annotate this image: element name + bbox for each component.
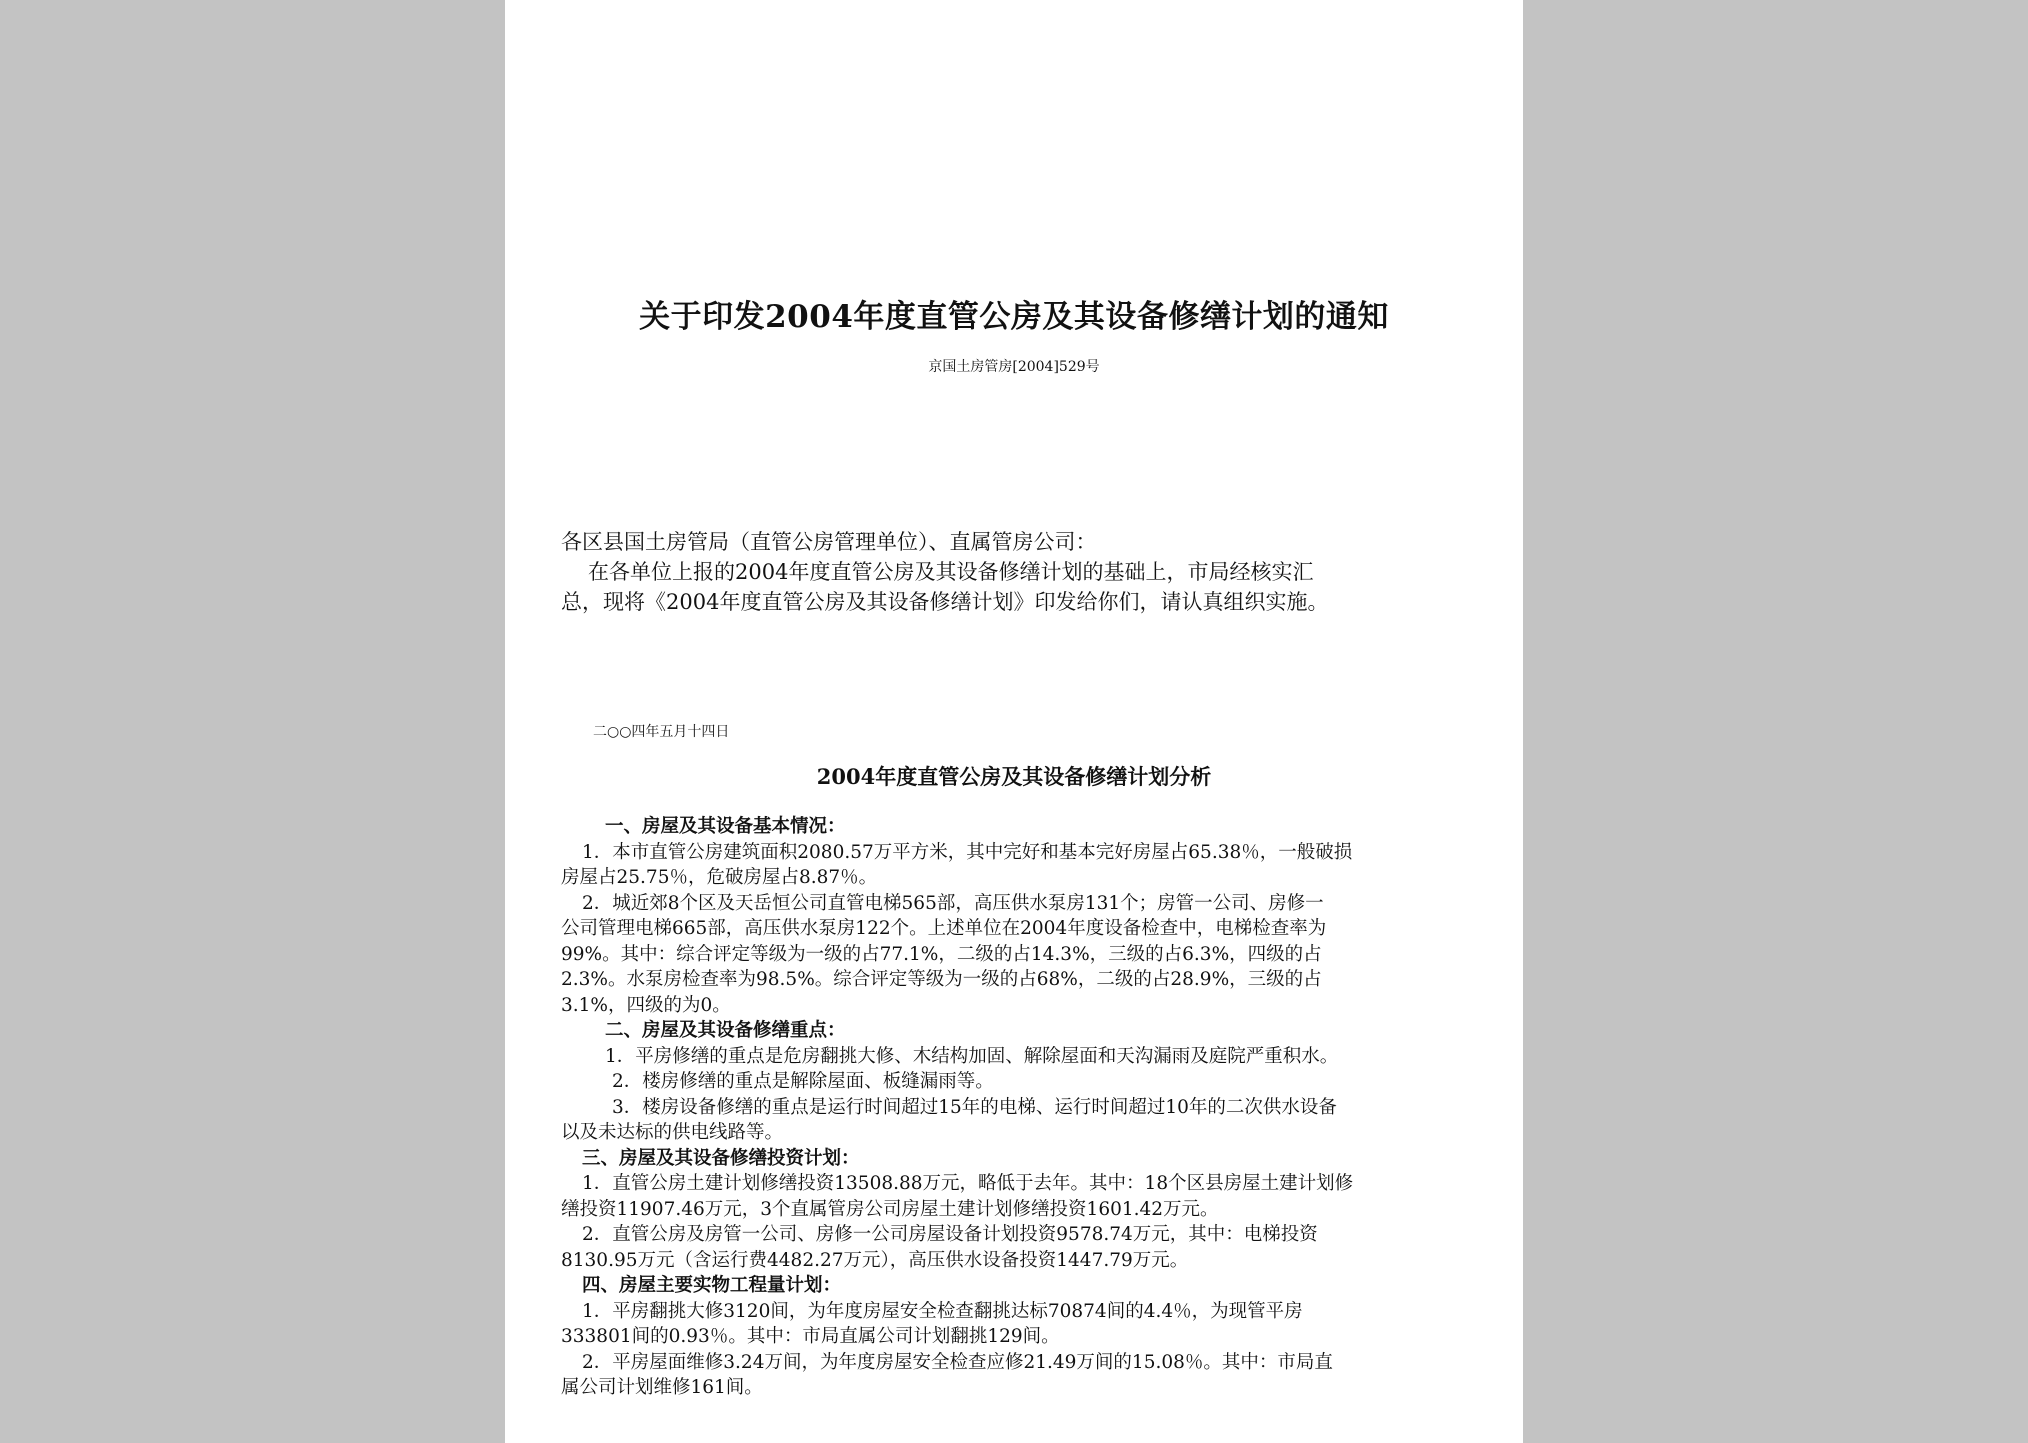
paragraph-line: 房屋占25.75％，危破房屋占8.87％。 — [561, 867, 878, 888]
salutation: 各区县国土房管局（直管公房管理单位）、直属管房公司： — [561, 530, 1097, 554]
section-heading-1: 一、房屋及其设备基本情况： — [605, 816, 846, 837]
paragraph-line: 3．楼房设备修缮的重点是运行时间超过15年的电梯、运行时间超过10年的二次供水设备 — [612, 1097, 1337, 1118]
body-paragraph-line-2: 总，现将《2004年度直管公房及其设备修缮计划》印发给你们，请认真组织实施。 — [561, 590, 1329, 614]
paragraph-line: 公司管理电梯665部，高压供水泵房122个。上述单位在2004年度设备检查中，电梯检查率为 — [561, 918, 1327, 939]
section-heading-3: 三、房屋及其设备修缮投资计划： — [582, 1148, 860, 1169]
paragraph-line: 8130.95万元（含运行费4482.27万元），高压供水设备投资1447.79万元。 — [561, 1250, 1189, 1271]
paragraph-line: 1．本市直管公房建筑面积2080.57万平方米，其中完好和基本完好房屋占65.38％，一般破损 — [582, 842, 1353, 863]
analysis-title: 2004年度直管公房及其设备修缮计划分析 — [816, 764, 1212, 789]
paragraph-line: 属公司计划维修161间。 — [561, 1377, 763, 1398]
issue-date: 二○○四年五月十四日 — [593, 724, 730, 740]
paragraph-line: 2．直管公房及房管一公司、房修一公司房屋设备计划投资9578.74万元，其中：电梯投资 — [582, 1224, 1318, 1245]
section-heading-2: 二、房屋及其设备修缮重点： — [605, 1020, 846, 1041]
paragraph-line: 3.1%，四级的为0。 — [561, 995, 731, 1016]
paragraph-line: 2．平房屋面维修3.24万间，为年度房屋安全检查应修21.49万间的15.08％。其中：市局直 — [582, 1352, 1333, 1373]
paragraph-line: 1．平房修缮的重点是危房翻挑大修、木结构加固、解除屋面和天沟漏雨及庭院严重积水。 — [605, 1046, 1339, 1067]
body-paragraph-line-1: 在各单位上报的2004年度直管公房及其设备修缮计划的基础上，市局经核实汇 — [588, 560, 1314, 584]
paragraph-line: 2．城近郊8个区及天岳恒公司直管电梯565部，高压供水泵房131个；房管一公司、房修一 — [582, 893, 1324, 914]
document-page — [505, 0, 1523, 1443]
paragraph-line: 2.3%。水泵房检查率为98.5%。综合评定等级为一级的占68%，二级的占28.9%，三级的占 — [561, 969, 1322, 990]
document-number: 京国土房管房[2004]529号 — [928, 359, 1100, 375]
paragraph-line: 2．楼房修缮的重点是解除屋面、板缝漏雨等。 — [612, 1071, 994, 1092]
paragraph-line: 1．直管公房土建计划修缮投资13508.88万元，略低于去年。其中：18个区县房屋土建计划修 — [582, 1173, 1354, 1194]
paragraph-line: 333801间的0.93％。其中：市局直属公司计划翻挑129间。 — [561, 1326, 1060, 1347]
paragraph-line: 缮投资11907.46万元，3个直属管房公司房屋土建计划修缮投资1601.42万元。 — [561, 1199, 1219, 1220]
paragraph-line: 1．平房翻挑大修3120间，为年度房屋安全检查翻挑达标70874间的4.4％，为现管平房 — [582, 1301, 1303, 1322]
paragraph-line: 以及未达标的供电线路等。 — [561, 1122, 784, 1143]
section-heading-4: 四、房屋主要实物工程量计划： — [582, 1275, 842, 1296]
paragraph-line: 99%。其中：综合评定等级为一级的占77.1%，二级的占14.3%，三级的占6.3%，四级的占 — [561, 944, 1322, 965]
document-title: 关于印发2004年度直管公房及其设备修缮计划的通知 — [639, 299, 1389, 335]
